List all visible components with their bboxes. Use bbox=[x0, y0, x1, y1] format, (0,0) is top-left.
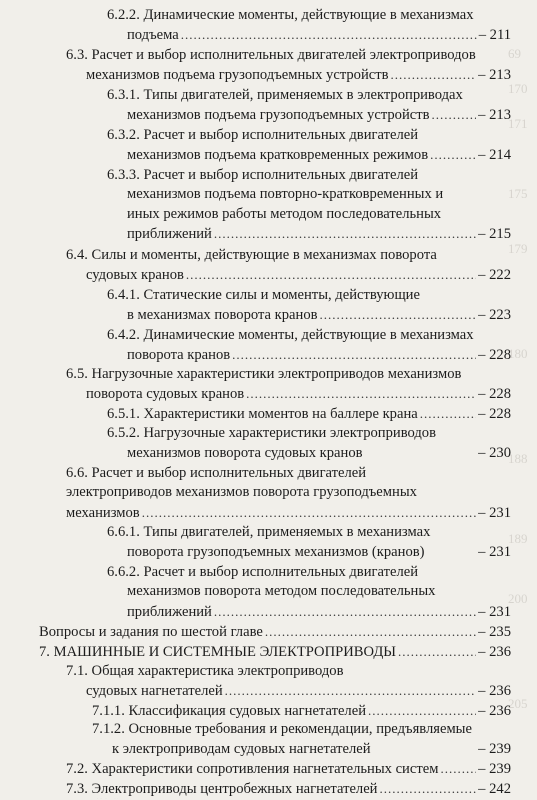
entry-text: электроприводов механизмов поворота грузоподъемных bbox=[66, 484, 417, 501]
entry-text: 6.4. Силы и моменты, действующие в механизмах поворота bbox=[66, 247, 437, 263]
page-number: – 228 bbox=[478, 347, 511, 364]
toc-entry-6-5-1[interactable] bbox=[107, 404, 511, 424]
toc-entry-6-6-2[interactable] bbox=[107, 563, 511, 622]
entry-text: 6.6.1. Типы двигателей, применяемых в механизмах bbox=[107, 524, 431, 540]
leader-dots bbox=[430, 145, 476, 164]
leader-dots bbox=[320, 305, 477, 324]
toc-entry-6-3-1[interactable] bbox=[107, 86, 511, 126]
page-number: – 213 bbox=[478, 67, 511, 84]
toc-entry-questions-ch6[interactable] bbox=[39, 622, 511, 642]
entry-text: Вопросы и задания по шестой главе bbox=[39, 624, 263, 640]
toc-entry-6-5-2[interactable] bbox=[107, 424, 511, 464]
bleed-through: 171 bbox=[508, 116, 528, 131]
toc-entry-6-2-2[interactable] bbox=[107, 6, 511, 46]
leader-dots bbox=[186, 265, 476, 284]
entry-text: 7.3.1. Особенности центробежных нагнетателей bbox=[92, 798, 113, 799]
leader-dots bbox=[380, 779, 477, 798]
leader-dots bbox=[440, 759, 476, 778]
entry-text: судовых кранов bbox=[86, 267, 184, 284]
entry-text: центробежных нагнетателей bbox=[116, 798, 130, 799]
page-number: – 228 bbox=[478, 386, 511, 403]
bleed-through: 179 bbox=[508, 241, 528, 256]
toc-entry-6-4-1[interactable] bbox=[107, 286, 511, 326]
page-number: – 242 bbox=[112, 798, 116, 799]
entry-text: 6.4.1. Статические силы и моменты, действующие bbox=[107, 287, 420, 303]
leader-dots bbox=[391, 65, 477, 84]
page-number: – 223 bbox=[478, 307, 511, 324]
leader-dots bbox=[214, 224, 476, 243]
toc-entry-6-6-1[interactable] bbox=[107, 523, 511, 563]
toc-entry-6-3-3[interactable] bbox=[107, 166, 511, 245]
entry-text: 7. МАШИННЫЕ И СИСТЕМНЫЕ ЭЛЕКТРОПРИВОДЫ bbox=[39, 644, 396, 660]
toc-entry-6-3[interactable] bbox=[66, 46, 511, 86]
page-number: – 250 bbox=[129, 798, 132, 799]
page-number: – 236 bbox=[478, 683, 511, 700]
page-number: – 236 bbox=[478, 644, 511, 660]
bleed-through: 69 bbox=[508, 46, 521, 61]
entry-text: 6.6. Расчет и выбор исполнительных двигателей bbox=[66, 465, 367, 481]
entry-text: в механизмах поворота кранов bbox=[127, 307, 318, 324]
page-number: – 239 bbox=[478, 761, 511, 777]
bleed-through: 200 bbox=[508, 591, 528, 606]
entry-text: 6.5. Нагрузочные характеристики электроприводов механизмов bbox=[66, 366, 462, 382]
page-number: – 231 bbox=[478, 504, 511, 521]
page-number: – 222 bbox=[478, 267, 511, 284]
toc-entry-7-3[interactable] bbox=[66, 779, 511, 799]
entry-text: 6.4.2. Динамические моменты, действующие в механизмах bbox=[107, 327, 474, 343]
entry-text: приближений bbox=[127, 226, 212, 243]
entry-text: 6.2.2. Динамические моменты, действующие в механизмах bbox=[107, 7, 474, 23]
toc-entry-7-1[interactable] bbox=[66, 662, 511, 702]
entry-text: приближений bbox=[127, 603, 212, 620]
entry-text: 6.3.3. Расчет и выбор исполнительных двигателей bbox=[107, 167, 419, 183]
leader-dots bbox=[420, 404, 476, 423]
bleed-through: 175 bbox=[508, 186, 528, 201]
entry-text: 7.3.3. Основные режимы работы центробежных нагнетателей. bbox=[92, 798, 119, 799]
page-number: – 246 bbox=[118, 798, 121, 799]
toc-entry-6-5[interactable] bbox=[66, 365, 511, 405]
entry-text: судовых нагнетателей bbox=[86, 683, 223, 700]
entry-text: 7.3. Электроприводы центробежных нагнетателей bbox=[66, 781, 378, 797]
page-number: – 228 bbox=[478, 406, 511, 422]
toc-page bbox=[0, 6, 537, 800]
leader-dots bbox=[246, 384, 476, 403]
leader-dots bbox=[232, 345, 476, 364]
entry-text: 6.6.2. Расчет и выбор исполнительных двигателей bbox=[107, 564, 419, 580]
page-number: – 211 bbox=[478, 27, 511, 44]
toc-entry-6-4-2[interactable] bbox=[107, 326, 511, 366]
page-number: – 230 bbox=[478, 445, 511, 462]
leader-dots bbox=[265, 622, 476, 641]
entry-text: механизмов поворота судовых кранов bbox=[127, 445, 363, 462]
bleed-through: 180 bbox=[508, 346, 528, 361]
page-number: – 213 bbox=[478, 107, 511, 124]
leader-dots bbox=[225, 681, 476, 700]
entry-text: механизмов bbox=[66, 504, 140, 521]
page-number: – 239 bbox=[478, 741, 511, 758]
page-number: – 215 bbox=[478, 226, 511, 243]
leader-dots bbox=[214, 602, 476, 621]
bleed-through: 189 bbox=[508, 531, 528, 546]
page-number: – 242 bbox=[478, 781, 511, 797]
entry-text: механизмов подъема кратковременных режимов bbox=[127, 147, 429, 164]
leader-dots bbox=[368, 701, 476, 720]
entry-text: поворота судовых кранов bbox=[86, 386, 245, 403]
toc-entry-chapter-7[interactable] bbox=[39, 642, 511, 662]
toc-entry-6-4[interactable] bbox=[66, 246, 511, 286]
entry-text: 7.3.2. Рабочие характеристики центробежных нагнетателей bbox=[92, 798, 118, 799]
page-number: – 231 bbox=[478, 603, 511, 620]
toc-entry-6-3-2[interactable] bbox=[107, 126, 511, 166]
entry-text: 6.5.2. Нагрузочные характеристики электроприводов bbox=[107, 425, 436, 441]
leader-dots bbox=[181, 25, 477, 44]
entry-text: иных режимов работы методом последовательных bbox=[127, 205, 442, 222]
entry-text: к электроприводам судовых нагнетателей bbox=[112, 741, 371, 758]
bleed-through: 188 bbox=[508, 451, 528, 466]
toc-entry-7-1-2[interactable] bbox=[92, 720, 511, 760]
toc-entry-6-6[interactable] bbox=[66, 464, 511, 523]
entry-text: поворота грузоподъемных механизмов (кранов) bbox=[127, 544, 425, 561]
page-number: – 214 bbox=[478, 147, 511, 164]
entry-text: механизмов подъема повторно-кратковременных и bbox=[127, 186, 444, 203]
page-number: – 235 bbox=[478, 624, 511, 640]
leader-dots bbox=[432, 105, 477, 124]
toc-entry-7-1-1[interactable] bbox=[92, 701, 511, 721]
entry-text: 6.3.1. Типы двигателей, применяемых в электроприводах bbox=[107, 87, 463, 103]
toc-entry-overflow[interactable] bbox=[92, 798, 511, 799]
entry-text: 7.3.4. Типы двигателей, применяемых в электроприводах bbox=[92, 798, 117, 799]
bleed-through: 170 bbox=[508, 81, 528, 96]
entry-text: 6.5.1. Характеристики моментов на баллере крана bbox=[107, 406, 418, 422]
entry-text: 7.1. Общая характеристика электроприводов bbox=[66, 663, 344, 679]
page-number: – 243 bbox=[117, 798, 120, 799]
page-number: – 236 bbox=[478, 703, 511, 719]
toc-entry-7-2[interactable] bbox=[66, 759, 511, 779]
entry-text: механизмов подъема грузоподъемных устройств bbox=[86, 67, 389, 84]
leader-dots bbox=[142, 503, 476, 522]
entry-text: 6.3. Расчет и выбор исполнительных двигателей электроприводов bbox=[66, 47, 476, 63]
entry-text: 7.1.2. Основные требования и рекомендации, предъявляемые bbox=[92, 721, 472, 737]
entry-text: механизмов поворота методом последовательных bbox=[127, 583, 436, 600]
leader-dots bbox=[398, 642, 476, 661]
entry-text: подъема bbox=[127, 27, 179, 44]
page-number: – 231 bbox=[478, 544, 511, 561]
entry-text: 7.1.1. Классификация судовых нагнетателей bbox=[92, 703, 367, 719]
entry-text: поворота кранов bbox=[127, 347, 231, 364]
entry-text: механизмов подъема грузоподъемных устройств bbox=[127, 107, 430, 124]
bleed-through: 205 bbox=[508, 696, 528, 711]
entry-text: 6.3.2. Расчет и выбор исполнительных двигателей bbox=[107, 127, 419, 143]
entry-text: 7.2. Характеристики сопротивления нагнетательных систем bbox=[66, 761, 439, 777]
